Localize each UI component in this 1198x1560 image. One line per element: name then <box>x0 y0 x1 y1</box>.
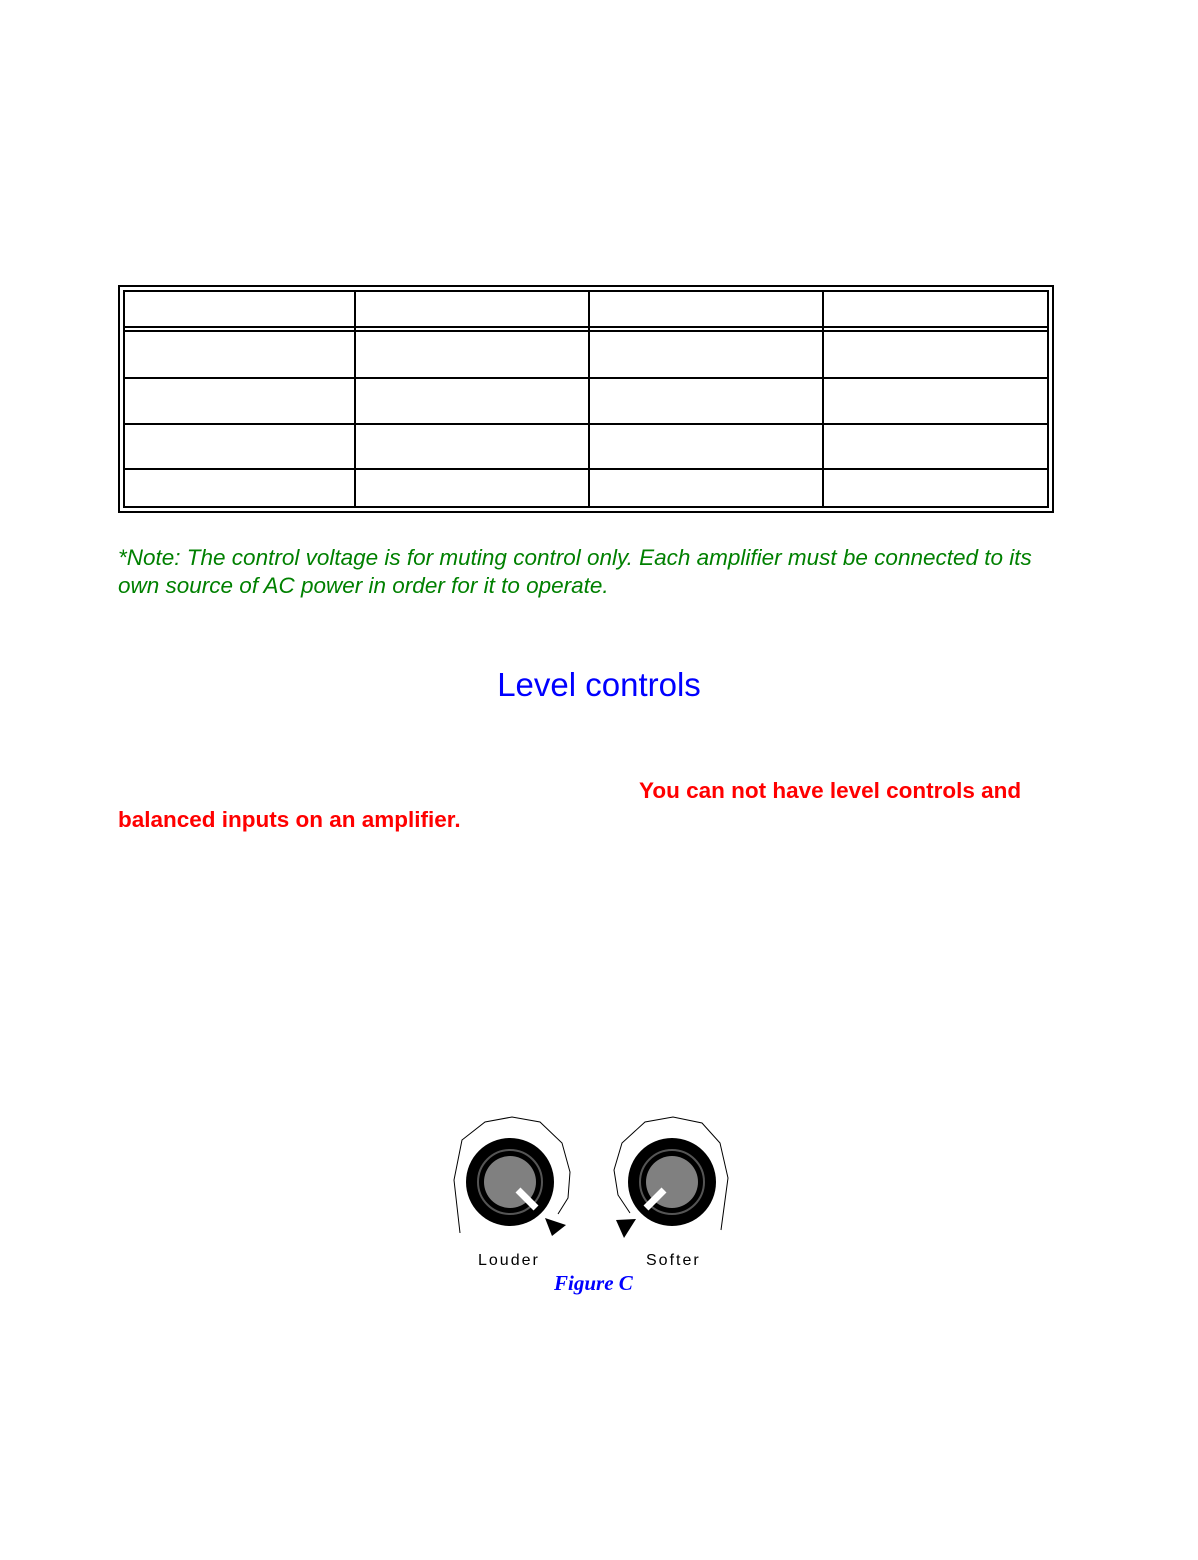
figure-c <box>440 1110 740 1310</box>
table-header-rule-top <box>125 326 1047 328</box>
softer-knob-icon <box>614 1117 728 1238</box>
louder-knob-icon <box>454 1117 570 1236</box>
table-header-rule-bottom <box>125 330 1047 332</box>
data-table <box>118 285 1054 513</box>
table-row-rule <box>125 377 1047 379</box>
louder-label: Louder <box>478 1252 540 1269</box>
table-column-rule <box>588 292 590 506</box>
table-column-rule <box>822 292 824 506</box>
control-voltage-note: *Note: The control voltage is for muting control only. Each amplifier must be connected to its own source of AC power in order for it to operate. <box>118 545 1032 598</box>
softer-label: Softer <box>646 1252 701 1269</box>
table-column-rule <box>354 292 356 506</box>
data-table-grid <box>123 290 1049 508</box>
figure-caption: Figure C <box>554 1271 633 1295</box>
level-controls-warning: You can not have level controls and balanced inputs on an amplifier. <box>118 778 1022 832</box>
table-row-rule <box>125 423 1047 425</box>
table-row-rule <box>125 468 1047 470</box>
section-heading: Level controls <box>497 666 701 703</box>
